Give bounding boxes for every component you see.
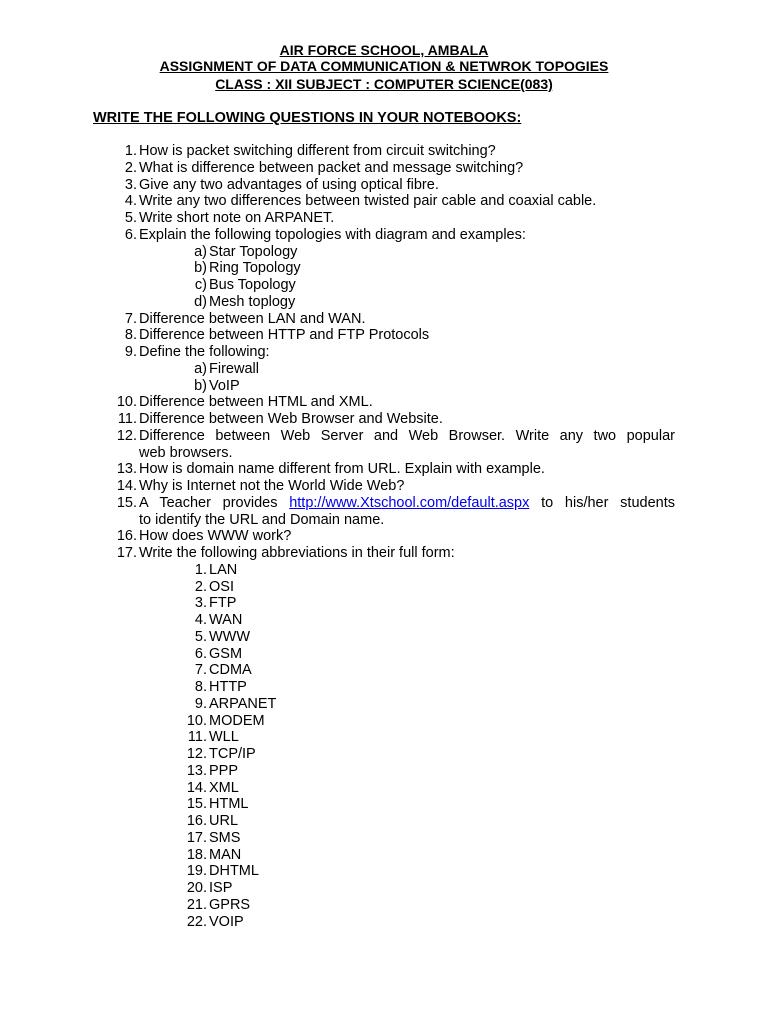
question-number: 15. <box>116 494 137 511</box>
sub-item-text: SMS <box>209 829 241 846</box>
sub-item-text: Bus Topology <box>209 277 296 293</box>
sub-item-text: CDMA <box>209 662 252 679</box>
sub-item-text: FTP <box>209 595 237 612</box>
sub-item-number: b) <box>194 377 207 394</box>
question-number: 8. <box>124 327 137 344</box>
sub-item-text: TCP/IP <box>209 746 256 762</box>
question-text: Difference between Web Server and Web Browser. Write any two popular <box>139 427 675 444</box>
school-name: AIR FORCE SCHOOL, AMBALA <box>279 42 489 58</box>
sub-item-text: XML <box>209 779 239 796</box>
sub-item-text: WWW <box>209 628 251 645</box>
sub-item-number: 17. <box>186 829 207 846</box>
question-text-continued: web browsers. <box>139 444 233 461</box>
question-text: How is packet switching different from circuit switching? <box>139 143 496 159</box>
sub-item-number: 5. <box>194 628 207 645</box>
question-number: 2. <box>124 159 137 176</box>
question-text: How is domain name different from URL. Explain with example. <box>139 461 545 478</box>
sub-item-text: GPRS <box>209 896 251 913</box>
question-text: Difference between HTTP and FTP Protocols <box>139 327 430 344</box>
class-subject-line: CLASS : XII SUBJECT : COMPUTER SCIENCE(083) <box>215 76 553 92</box>
sub-item-text: Mesh toplogy <box>209 293 296 310</box>
question-text: Write the following abbreviations in their full form: <box>139 545 455 561</box>
sub-item-number: 10. <box>186 712 207 729</box>
sub-item-text: HTTP <box>209 679 247 695</box>
sub-item-text: VOIP <box>209 913 244 930</box>
question-text: Give any two advantages of using optical fibre. <box>139 176 439 193</box>
sub-item-text: HTML <box>209 796 249 813</box>
instruction-heading: WRITE THE FOLLOWING QUESTIONS IN YOUR NOTEBOOKS: <box>93 110 522 126</box>
sub-item-text: WAN <box>209 612 243 628</box>
sub-item-text: OSI <box>209 578 234 595</box>
question-number: 9. <box>124 344 137 360</box>
question-text: Write any two differences between twisted pair cable and coaxial cable. <box>139 193 597 210</box>
question-text: Why is Internet not the World Wide Web? <box>139 478 405 494</box>
question-text: Write short note on ARPANET. <box>139 210 335 226</box>
question-text: What is difference between packet and message switching? <box>139 159 524 176</box>
sub-item-text: DHTML <box>209 863 259 880</box>
question-text: Explain the following topologies with diagram and examples: <box>139 226 526 243</box>
sub-item-text: Firewall <box>209 360 259 377</box>
sub-item-number: 14. <box>186 779 207 796</box>
sub-item-text: Star Topology <box>209 243 298 260</box>
sub-item-number: 8. <box>194 679 207 695</box>
sub-item-number: 9. <box>194 695 207 712</box>
question-text: Difference between Web Browser and Website. <box>139 411 443 427</box>
sub-item-number: 18. <box>186 846 207 863</box>
sub-item-text: URL <box>209 813 239 829</box>
sub-item-text: ARPANET <box>209 695 277 712</box>
sub-item-number: 3. <box>194 595 207 612</box>
question-number: 13. <box>116 461 137 478</box>
question-text-before-link: A Teacher provides <box>139 494 290 511</box>
sub-item-number: a) <box>194 243 207 260</box>
sub-item-number: c) <box>194 277 207 293</box>
sub-item-text: GSM <box>209 645 243 662</box>
assignment-title: ASSIGNMENT OF DATA COMMUNICATION & NETWROK TOPOGIES <box>159 58 609 74</box>
question-number: 10. <box>116 394 137 411</box>
sub-item-number: 20. <box>186 880 207 896</box>
sub-item-text: Ring Topology <box>209 260 301 277</box>
question-text: Define the following: <box>139 344 270 360</box>
sub-item-number: 11. <box>187 729 207 746</box>
sub-item-number: 2. <box>194 578 207 595</box>
question-text-continued: to identify the URL and Domain name. <box>139 511 385 528</box>
sub-item-number: 13. <box>186 762 207 779</box>
sub-item-number: 7. <box>194 662 207 679</box>
sub-item-number: 1. <box>194 561 207 578</box>
sub-item-number: b) <box>194 260 207 277</box>
sub-item-number: 16. <box>186 813 207 829</box>
sub-item-number: 4. <box>194 612 207 628</box>
sub-item-text: ISP <box>209 880 233 896</box>
question-number: 4. <box>124 193 137 210</box>
question-number: 14. <box>116 478 137 494</box>
sub-item-number: a) <box>194 360 207 377</box>
question-number: 16. <box>116 528 137 545</box>
sub-item-number: 21. <box>186 896 207 913</box>
question-number: 3. <box>124 176 137 193</box>
sub-item-number: 12. <box>186 746 207 762</box>
question-text: How does WWW work? <box>139 528 292 545</box>
question-number: 6. <box>124 226 137 243</box>
question-number: 7. <box>124 310 137 327</box>
sub-item-text: MODEM <box>209 712 265 729</box>
question-number: 11. <box>117 411 137 427</box>
sub-item-text: VoIP <box>209 377 240 394</box>
question-text: Difference between LAN and WAN. <box>139 310 366 327</box>
question-number: 12. <box>116 427 137 444</box>
question-number: 5. <box>124 210 137 226</box>
sub-item-text: MAN <box>209 846 242 863</box>
sub-item-text: PPP <box>209 762 239 779</box>
question-text-after-link: to his/her students <box>529 494 675 511</box>
sub-item-number: 15. <box>186 796 207 813</box>
sub-item-number: 22. <box>186 913 207 930</box>
sub-item-number: 6. <box>194 645 207 662</box>
question-text: Difference between HTML and XML. <box>139 394 373 411</box>
sub-item-number: d) <box>194 293 207 310</box>
sub-item-number: 19. <box>186 863 207 880</box>
question-number: 17. <box>116 545 137 561</box>
sub-item-text: LAN <box>209 561 238 578</box>
sub-item-text: WLL <box>209 729 239 746</box>
url-link[interactable]: http://www.Xtschool.com/default.aspx <box>289 494 530 511</box>
question-number: 1. <box>124 143 137 159</box>
question-text <box>139 495 675 512</box>
